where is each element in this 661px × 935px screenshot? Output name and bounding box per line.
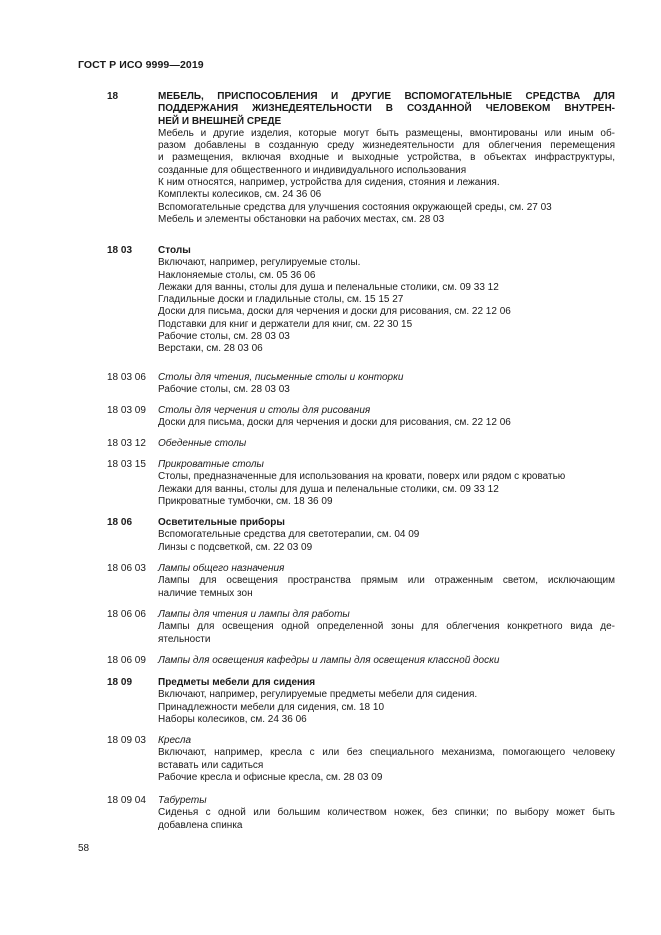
entry-code: 18 06 09 bbox=[107, 655, 146, 666]
entry-text-line: Подставки для книг и держатели для книг, см. 22 30 15 bbox=[158, 318, 413, 330]
entry-text-line: Лампы для освещения пространства прямым или отраженным светом, исключающим bbox=[158, 575, 615, 587]
entry-text-line: Прикроватные тумбочки, см. 18 36 09 bbox=[158, 495, 333, 507]
entry-code: 18 bbox=[107, 91, 119, 102]
entry-text-line: Рабочие столы, см. 28 03 03 bbox=[158, 331, 290, 343]
entry-title-line: Кресла bbox=[158, 735, 192, 746]
entry-text-line: Наборы колесиков, см. 24 36 06 bbox=[158, 713, 307, 725]
entry-text-line: вставать или садиться bbox=[158, 759, 264, 771]
page-number: 58 bbox=[78, 843, 90, 854]
entry-text-line: Гладильные доски и гладильные столы, см. 15 15 27 bbox=[158, 294, 404, 306]
entry-content bbox=[158, 563, 615, 600]
entry-text-line: созданные для общественного и индивидуального использования bbox=[158, 164, 467, 176]
entry-title-line: ПОДДЕРЖАНИЯ ЖИЗНЕДЕЯТЕЛЬНОСТИ В СОЗДАННОЙ ЧЕЛОВЕКОМ ВНУТРЕН- bbox=[158, 103, 615, 115]
entry-title-line: Предметы мебели для сидения bbox=[158, 677, 316, 688]
entry-text-line: Доски для письма, доски для черчения и доски для рисования, см. 22 12 06 bbox=[158, 417, 511, 429]
entry-text-line: Лежаки для ванны, столы для душа и пеленальные столики, см. 09 33 12 bbox=[158, 483, 499, 495]
entry-title-line: Табуреты bbox=[158, 795, 207, 806]
entry-content bbox=[158, 655, 615, 667]
entry-text-line: Лежаки для ванны, столы для душа и пеленальные столики, см. 09 33 12 bbox=[158, 281, 499, 293]
entry-text-line: Рабочие кресла и офисные кресла, см. 28 03 09 bbox=[158, 771, 383, 783]
entry-text-line: Включают, например, регулируемые предметы мебели для сидения. bbox=[158, 689, 478, 701]
entry-title-line: Прикроватные столы bbox=[158, 459, 264, 470]
entry-text-line: Столы, предназначенные для использования на кровати, поверх или рядом с кроватью bbox=[158, 471, 566, 483]
entry-code: 18 03 12 bbox=[107, 438, 146, 449]
entry-code: 18 06 03 bbox=[107, 563, 146, 574]
entry-text-line: Наклоняемые столы, см. 05 36 06 bbox=[158, 269, 316, 281]
entry-title-line: Обеденные столы bbox=[158, 438, 247, 449]
entry-title-line: Осветительные приборы bbox=[158, 517, 285, 528]
entry-code: 18 03 09 bbox=[107, 405, 146, 416]
entry-text-line: ятельности bbox=[158, 633, 211, 645]
entry-content bbox=[158, 677, 615, 726]
entry-text-line: Принадлежности мебели для сидения, см. 18 10 bbox=[158, 701, 385, 713]
entry-code: 18 09 04 bbox=[107, 795, 146, 806]
entry-content bbox=[158, 517, 615, 554]
entry-content bbox=[158, 372, 615, 397]
entry-code: 18 09 03 bbox=[107, 735, 146, 746]
entry-text-line: Включают, например, кресла с или без специального механизма, помогающего человеку bbox=[158, 747, 615, 759]
entry-text-line: разом добавлены в созданную среду жизнедеятельности для облегчения перемещения bbox=[158, 140, 615, 152]
entry-code: 18 06 bbox=[107, 517, 133, 528]
entry-title-line: МЕБЕЛЬ, ПРИСПОСОБЛЕНИЯ И ДРУГИЕ ВСПОМОГАТЕЛЬНЫЕ СРЕДСТВА ДЛЯ bbox=[158, 91, 615, 102]
entry-title-line: Столы bbox=[158, 245, 191, 256]
entry-content bbox=[158, 91, 615, 226]
entry-text-line: Лампы для освещения одной определенной зоны для облегчения конкретного вида де- bbox=[158, 621, 615, 633]
entry-text-line: Доски для письма, доски для черчения и доски для рисования, см. 22 12 06 bbox=[158, 306, 511, 318]
entry-content bbox=[158, 735, 615, 784]
entry-code: 18 03 bbox=[107, 245, 133, 256]
entry-text-line: К ним относятся, например, устройства для сидения, стояния и лежания. bbox=[158, 177, 500, 189]
entry-title-line: Лампы для освещения кафедры и лампы для освещения классной доски bbox=[158, 655, 500, 666]
entry-text-line: Вспомогательные средства для светотерапии, см. 04 09 bbox=[158, 529, 420, 541]
entry-content bbox=[158, 609, 615, 646]
entry-text-line: наличие темных зон bbox=[158, 587, 253, 599]
entry-content bbox=[158, 405, 615, 430]
entry-text-line: и размещения, включая входные и выходные устройства, в объектах инфраструктуры, bbox=[158, 152, 615, 164]
entry-text-line: Комплекты колесиков, см. 24 36 06 bbox=[158, 189, 322, 201]
entry-text-line: Включают, например, регулируемые столы. bbox=[158, 257, 361, 269]
entry-text-line: Линзы с подсветкой, см. 22 03 09 bbox=[158, 541, 313, 553]
entry-title-line: Лампы общего назначения bbox=[158, 563, 285, 574]
entry-title-line: Лампы для чтения и лампы для работы bbox=[158, 609, 350, 620]
entry-text-line: Рабочие столы, см. 28 03 03 bbox=[158, 384, 290, 396]
entry-code: 18 03 06 bbox=[107, 372, 146, 383]
entry-text-line: Мебель и элементы обстановки на рабочих местах, см. 28 03 bbox=[158, 213, 445, 225]
entry-code: 18 09 bbox=[107, 677, 133, 688]
entry-content bbox=[158, 438, 615, 450]
entry-code: 18 03 15 bbox=[107, 459, 146, 470]
entry-code: 18 06 06 bbox=[107, 609, 146, 620]
entry-text-line: Сиденья с одной или большим количеством ножек, без спинки; по выбору может быть bbox=[158, 807, 615, 819]
entry-text-line: Вспомогательные средства для улучшения состояния окружающей среды, см. 27 03 bbox=[158, 201, 552, 213]
entry-title-line: Столы для черчения и столы для рисования bbox=[158, 405, 371, 416]
entry-title-line: Столы для чтения, письменные столы и конторки bbox=[158, 372, 404, 383]
entry-text-line: добавлена спинка bbox=[158, 819, 243, 831]
entry-title-line: НЕЙ И ВНЕШНЕЙ СРЕДЕ bbox=[158, 115, 282, 127]
entry-text-line: Мебель и другие изделия, которые могут быть размещены, вмонтированы или иным об- bbox=[158, 127, 615, 139]
entry-content bbox=[158, 459, 615, 508]
entry-content bbox=[158, 245, 615, 356]
document-header: ГОСТ Р ИСО 9999—2019 bbox=[78, 59, 204, 71]
entry-content bbox=[158, 795, 615, 832]
entry-text-line: Верстаки, см. 28 03 06 bbox=[158, 343, 263, 355]
